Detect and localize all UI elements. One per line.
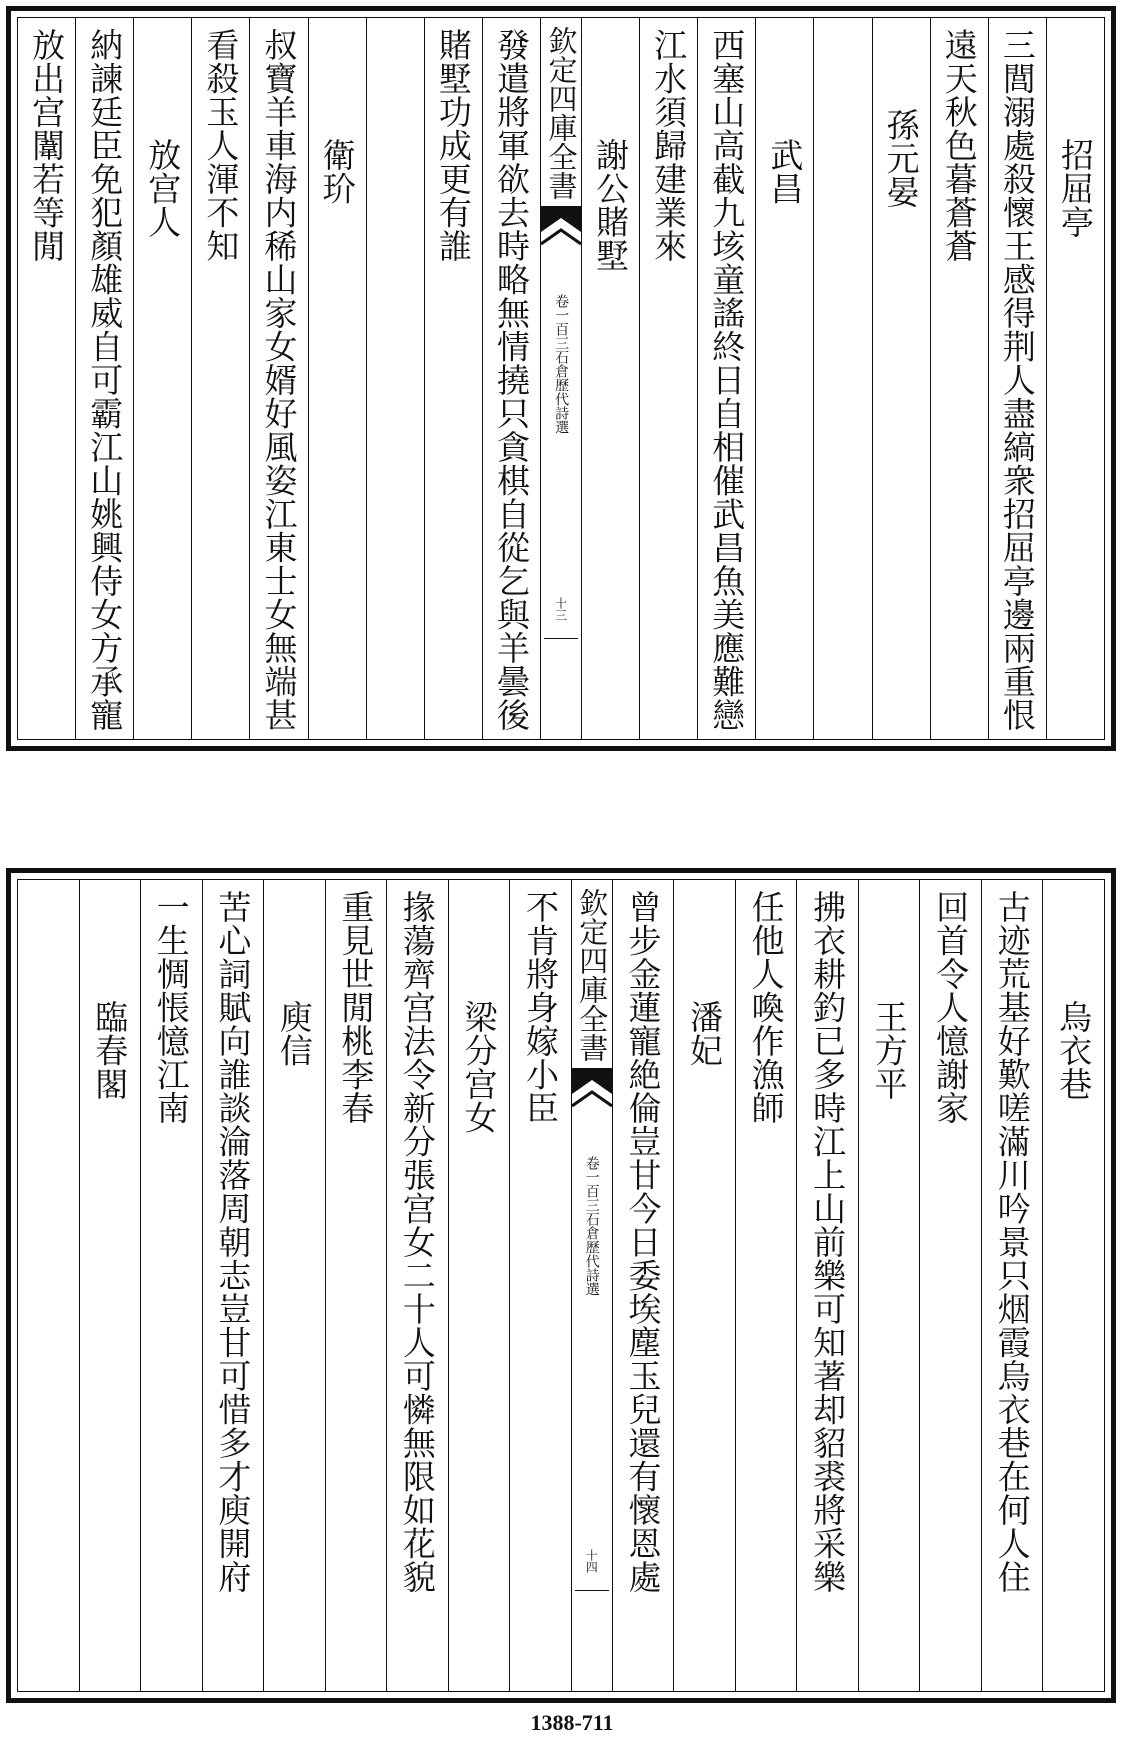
poem-line: 苦心詞賦向誰談淪落周朝志豈甘可惜多才庾開府 (213, 890, 253, 1594)
anthology-name: 石倉歷代詩選 (553, 350, 570, 434)
bottom-page (6, 868, 1116, 1703)
poem-title: 放宫人 (143, 138, 183, 239)
book-title: 欽定四庫全書 (575, 888, 610, 1062)
page-id: 1388-711 (530, 1710, 614, 1735)
poem-line: 江水須歸建業來 (649, 28, 689, 263)
leaf-number: 十三 (553, 597, 568, 621)
text-column (140, 880, 202, 1691)
center-fold-column (571, 880, 612, 1691)
poem-title: 庾信 (274, 1000, 314, 1067)
poem-title: 潘妃 (685, 1000, 725, 1067)
poem-title: 梁分宫女 (459, 1000, 499, 1134)
poem-title: 臨春閣 (90, 1000, 130, 1101)
top-page (6, 6, 1116, 751)
poem-line: 西塞山高截九垓童謠終日自相催武昌魚美應難戀 (707, 28, 747, 732)
poem-line: 回首令人憶謝家 (931, 890, 971, 1125)
poem-line: 拂衣耕釣已多時江上山前樂可知著却貂裘將采樂 (808, 890, 848, 1594)
poem-author: 孫元晏 (881, 108, 921, 209)
poem-line: 重見世閒桃李春 (336, 890, 376, 1125)
text-column (858, 880, 920, 1691)
text-column (75, 18, 133, 739)
text-column (249, 18, 307, 739)
text-column (202, 880, 264, 1691)
text-column (325, 880, 387, 1691)
text-column (872, 18, 930, 739)
text-column (482, 18, 540, 739)
fold-divider (575, 1590, 609, 1591)
text-column (981, 880, 1043, 1691)
poem-line: 叔寶羊車海内稀山家女婿好風姿江東士女無端甚 (259, 28, 299, 732)
top-page-columns (17, 17, 1105, 740)
poem-line: 不肯將身嫁小臣 (520, 890, 560, 1125)
text-column (813, 18, 871, 739)
text-column (919, 880, 981, 1691)
text-column (930, 18, 988, 739)
text-column (673, 880, 735, 1691)
text-column (1046, 18, 1104, 739)
text-column (509, 880, 571, 1691)
text-column (263, 880, 325, 1691)
poem-line: 看殺玉人渾不知 (201, 28, 241, 263)
fold-divider (544, 638, 578, 639)
poem-line: 任他人喚作漁師 (746, 890, 786, 1125)
poem-title: 招屈亭 (1055, 138, 1095, 239)
poem-line: 曾步金蓮寵絶倫豈甘今日委埃塵玉兒還有懷恩處 (623, 890, 663, 1594)
text-column (366, 18, 424, 739)
poem-line: 放出宫闈若等閒 (27, 28, 67, 263)
leaf-number: 十四 (584, 1549, 599, 1573)
text-column (612, 880, 674, 1691)
text-column (697, 18, 755, 739)
text-column (1042, 880, 1104, 1691)
volume-number: 卷一百三 (583, 1156, 600, 1212)
text-column (639, 18, 697, 739)
text-column (133, 18, 191, 739)
text-column (796, 880, 858, 1691)
poem-title: 武昌 (765, 138, 805, 205)
fishtail-mark-icon (541, 206, 581, 254)
center-fold-column (540, 18, 581, 739)
text-column (988, 18, 1046, 739)
text-column (191, 18, 249, 739)
anthology-name: 石倉歷代詩選 (583, 1212, 600, 1296)
poem-line: 古迹荒基好歎嗟滿川吟景只烟霞烏衣巷在何人住 (992, 890, 1032, 1594)
poem-line: 發遣將軍欲去時略無情撓只貪棋自從乞與羊曇後 (491, 28, 531, 732)
poem-line: 掾蕩齊宫法令新分張宫女二十人可憐無限如花貌 (397, 890, 437, 1594)
text-column (448, 880, 510, 1691)
poem-title: 王方平 (869, 1000, 909, 1101)
text-column (18, 18, 75, 739)
book-title: 欽定四庫全書 (544, 26, 579, 200)
poem-title: 謝公賭墅 (591, 138, 631, 272)
bottom-page-columns (17, 879, 1105, 1692)
poem-line: 賭墅功成更有誰 (433, 28, 473, 263)
volume-number: 卷一百三 (553, 294, 570, 350)
text-column (18, 880, 79, 1691)
text-column (755, 18, 813, 739)
poem-title: 衛玠 (317, 138, 357, 205)
text-column (79, 880, 141, 1691)
text-column (735, 880, 797, 1691)
text-column (386, 880, 448, 1691)
fishtail-mark-icon (572, 1068, 612, 1116)
volume-label (553, 294, 569, 434)
poem-line: 一生惆悵憶江南 (151, 890, 191, 1125)
text-column (581, 18, 639, 739)
volume-label (584, 1156, 600, 1296)
text-column (308, 18, 366, 739)
poem-line: 納諫廷臣免犯顏雄威自可霸江山姚興侍女方承寵 (85, 28, 125, 732)
text-column (424, 18, 482, 739)
poem-title: 烏衣巷 (1054, 1000, 1094, 1101)
poem-line: 遠天秋色暮蒼蒼 (939, 28, 979, 263)
poem-line: 三閭溺處殺懷王感得荆人盡縞衆招屈亭邊兩重恨 (997, 28, 1037, 732)
